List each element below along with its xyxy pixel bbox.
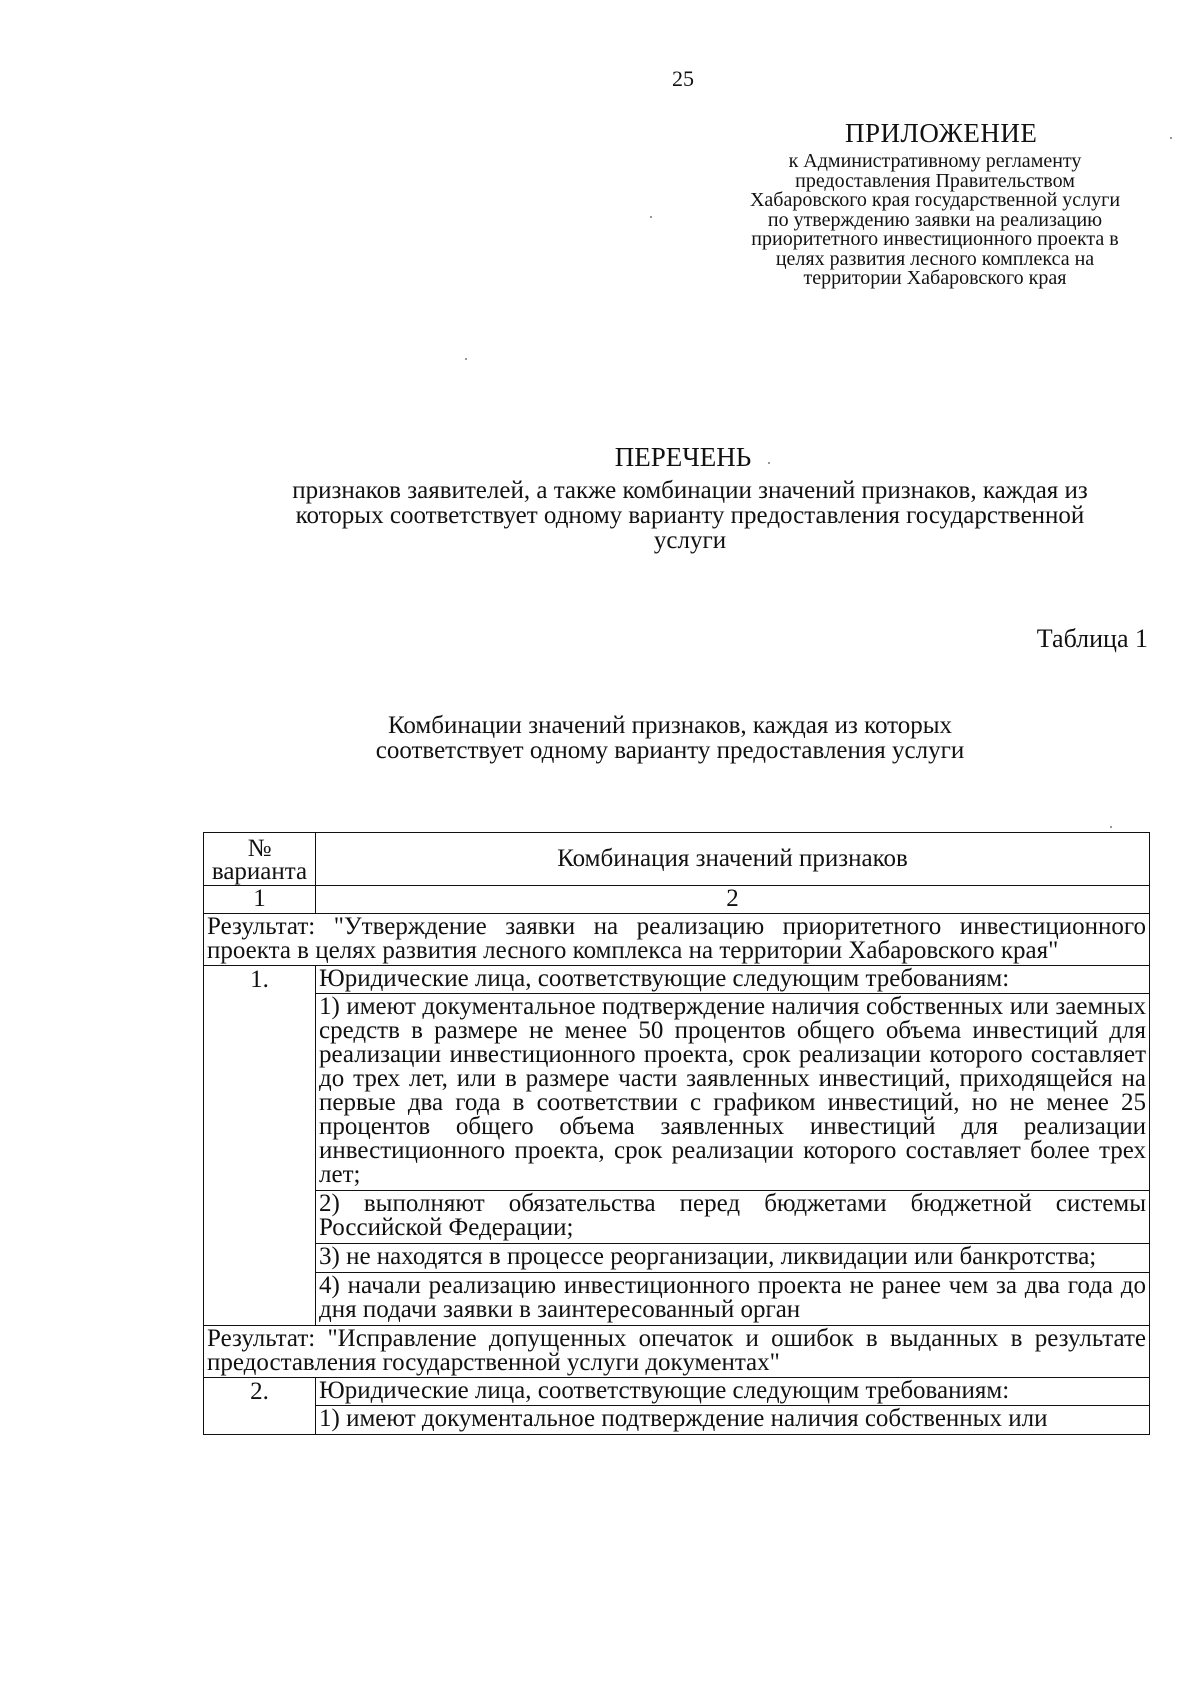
variant-requirements — [316, 1378, 1150, 1435]
requirement-item: 2) выполняют обязательства перед бюджетами бюджетной системы Российской Федерации; — [316, 1190, 1149, 1243]
header-variant-number: № варианта — [204, 833, 316, 886]
variant-requirements — [316, 966, 1150, 1326]
variant-number: 2. — [204, 1378, 316, 1435]
index-col-2: 2 — [316, 886, 1150, 914]
variant-row — [204, 966, 1150, 1326]
header-combination: Комбинация значений признаков — [316, 833, 1150, 886]
variant-row — [204, 1378, 1150, 1435]
appendix-subtitle: к Административному регламенту предоставления Правительством Хабаровского края государственной услуги по утверждению заявки на реализацию приоритетного инвестиционного проекта в целях развития лесного комплекса на территории Хабаровского края — [749, 150, 1121, 289]
requirement-item: 3) не находятся в процессе реорганизации, ликвидации или банкротства; — [316, 1243, 1149, 1272]
page-number: 25 — [672, 66, 694, 91]
variants-table — [203, 832, 1150, 1435]
scan-speck — [1170, 137, 1172, 139]
table-caption: Комбинации значений признаков, каждая из которых соответствует одному варианту предоставления услуги — [375, 712, 965, 764]
appendix-title: ПРИЛОЖЕНИЕ — [845, 118, 1038, 148]
scan-speck — [768, 462, 770, 464]
scan-speck — [1110, 826, 1112, 828]
list-subtitle: признаков заявителей, а также комбинации значений признаков, каждая из которых соответствует одному варианту предоставления государственной услуги — [292, 477, 1088, 554]
index-col-1: 1 — [204, 886, 316, 914]
table-label: Таблица 1 — [1036, 624, 1148, 653]
requirement-item: 4) начали реализацию инвестиционного проекта не ранее чем за два года до дня подачи заявки в заинтересованный орган — [316, 1272, 1149, 1325]
result-text: Результат: "Утверждение заявки на реализацию приоритетного инвестиционного проекта в целях развития лесного комплекса на территории Хабаровского края" — [204, 914, 1150, 966]
scan-speck — [465, 358, 467, 360]
variant-number: 1. — [204, 966, 316, 1326]
requirement-item: 1) имеют документальное подтверждение наличия собственных или заемных средств в размере не менее 50 процентов общего объема инвестиций для реализации инвестиционного проекта, срок реализации которого составляет до трех лет, или в размере части заявленных инвестиций, приходящейся на первые два года в соответствии с графиком инвестиций, но не менее 25 процентов общего объема заявленных инвестиций для реализации инвестиционного проекта, срок реализации которого составляет более трех лет; — [316, 993, 1149, 1190]
table-header-row — [204, 833, 1150, 886]
scan-speck — [650, 216, 652, 218]
requirements-intro: Юридические лица, соответствующие следующим требованиям: — [319, 1377, 1010, 1404]
table-index-row — [204, 886, 1150, 914]
list-title: ПЕРЕЧЕНЬ — [614, 442, 752, 472]
result-row — [204, 1326, 1150, 1378]
requirements-intro: Юридические лица, соответствующие следующим требованиям: — [319, 965, 1010, 992]
requirement-item: 1) имеют документальное подтверждение наличия собственных или — [316, 1405, 1149, 1434]
result-text: Результат: "Исправление допущенных опечаток и ошибок в выданных в результате предоставления государственной услуги документах" — [204, 1326, 1150, 1378]
result-row — [204, 914, 1150, 966]
